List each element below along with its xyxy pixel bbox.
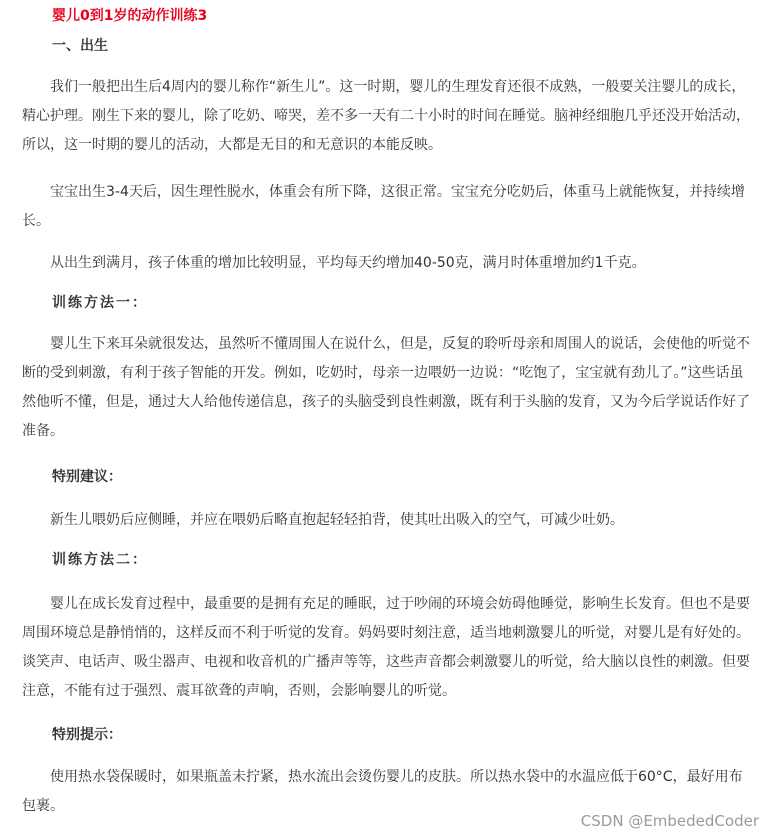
paragraph-special-advice: 新生儿喂奶后应侧睡，并应在喂奶后略直抱起轻轻拍背，使其吐出吸入的空气，可减少吐奶。 <box>50 512 624 528</box>
heading-training-method-1: 训练方法一： <box>52 295 148 311</box>
paragraph-newborn-intro: 我们一般把出生后4周内的婴儿称作“新生儿”。这一时期，婴儿的生理发育还很不成熟，一般要关注婴儿的成长，精心护理。刚生下来的婴儿，除了吃奶、啼哭，差不多一天有二十小时的时间在睡觉。脑神经细胞几乎还没开始活动，所以，这一时期的婴儿的活动，大都是无目的和无意识的本能反映。 <box>22 79 750 153</box>
section-heading-birth: 一、出生 <box>52 38 108 54</box>
csdn-watermark: CSDN @EmbededCoder <box>580 812 759 830</box>
paragraph-weight-change: 宝宝出生3-4天后，因生理性脱水，体重会有所下降，这很正常。宝宝充分吃奶后，体重马上就能恢复，并持续增长。 <box>22 184 745 229</box>
article-title: 婴儿0到1岁的动作训练3 <box>52 8 208 24</box>
heading-training-method-2: 训练方法二： <box>52 552 148 568</box>
heading-special-tip: 特别提示： <box>52 727 122 743</box>
heading-special-advice: 特别建议： <box>52 469 122 485</box>
paragraph-special-tip: 使用热水袋保暖时，如果瓶盖未拧紧，热水流出会烫伤婴儿的皮肤。所以热水袋中的水温应低于60°C，最好用布包裹。 <box>22 769 743 814</box>
paragraph-monthly-growth: 从出生到满月，孩子体重的增加比较明显，平均每天约增加40-50克，满月时体重增加约1千克。 <box>50 255 646 271</box>
paragraph-training-method-2: 婴儿在成长发育过程中，最重要的是拥有充足的睡眠，过于吵闹的环境会妨碍他睡觉，影响生长发育。但也不是要周围环境总是静悄悄的，这样反而不利于听觉的发育。妈妈要时刻注意，适当地刺激婴儿的听觉，对婴儿是有好处的。谈笑声、电话声、吸尘器声、电视和收音机的广播声等等，这些声音都会刺激婴儿的听觉，给大脑以良性的刺激。但要注意，不能有过于强烈、震耳欲聋的声响，否则，会影响婴儿的听觉。 <box>22 596 750 699</box>
paragraph-training-method-1: 婴儿生下来耳朵就很发达，虽然听不懂周围人在说什么，但是，反复的聆听母亲和周围人的说话，会使他的听觉不断的受到刺激，有利于孩子智能的开发。例如，吃奶时，母亲一边喂奶一边说：“吃饱了，宝宝就有劲儿了。”这些话虽然他听不懂，但是，通过大人给他传递信息，孩子的头脑受到良性刺激，既有利于头脑的发育，又为今后学说话作好了准备。 <box>22 336 750 439</box>
